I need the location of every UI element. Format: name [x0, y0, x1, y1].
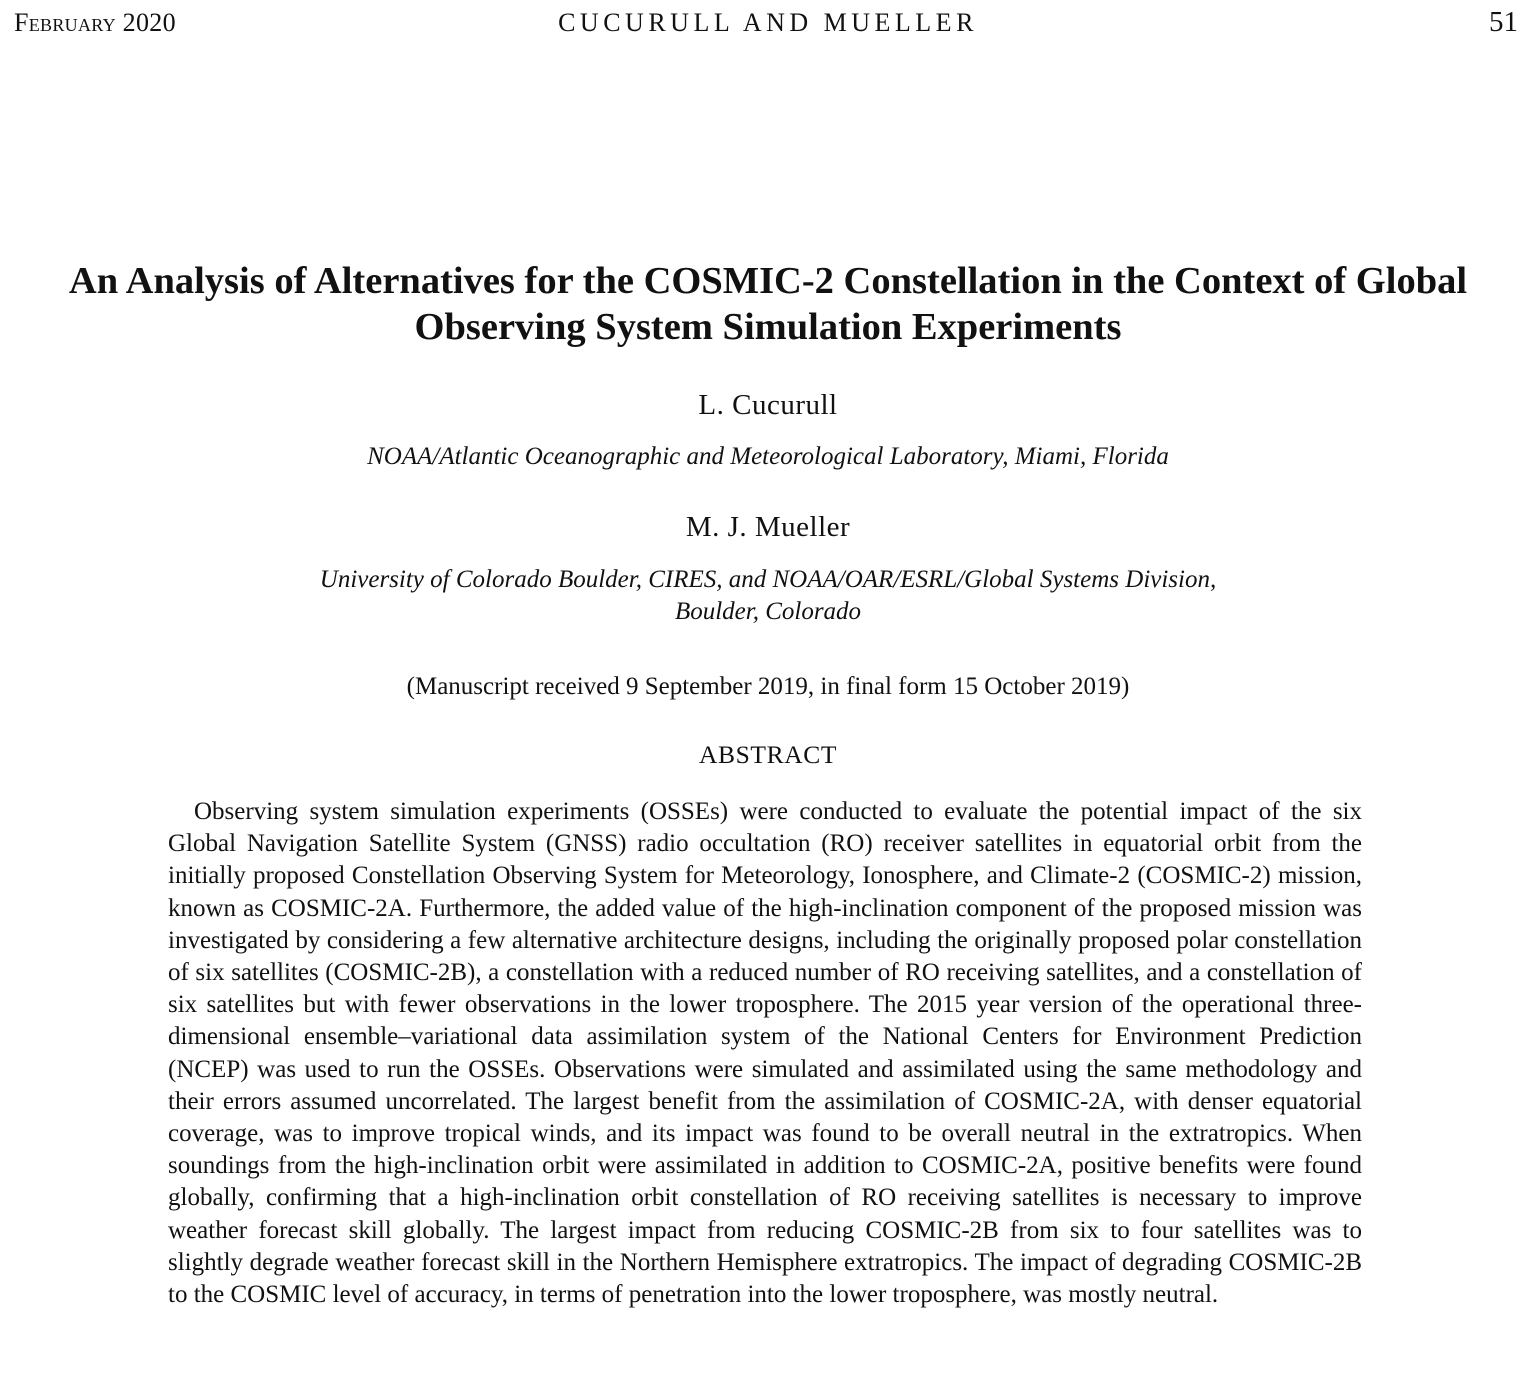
- abstract-heading: ABSTRACT: [699, 740, 837, 769]
- author-affiliation: [0, 441, 1536, 473]
- issue-date: February 2020: [14, 8, 176, 37]
- manuscript-dates: (Manuscript received 9 September 2019, in final form 15 October 2019): [406, 673, 1130, 700]
- affiliation-line: University of Colorado Boulder, CIRES, and NOAA/OAR/ESRL/Global Systems Division,: [319, 566, 1217, 593]
- running-header: [0, 0, 1536, 50]
- abstract-text: Observing system simulation experiments (OSSEs) were conducted to evaluate the potential impact of the six Global Navigation Satellite System (GNSS) radio occultation (RO) receiver satellites in equatorial orbit from the initially proposed Constellation Observing System for Meteorology, Ionosphere, and Climate-2 (COSMIC-2) mission, known as COSMIC-2A. Furthermore, the added value of the high-inclination component of the proposed mission was investigated by considering a few alternative architecture designs, including the originally proposed polar constellation of six satellites (COSMIC-2B), a constellation with a reduced number of RO receiving satellites, and a constellation of six satellites but with fewer observations in the lower troposphere. The 2015 year version of the operational three-dimensional ensemble–variational data assimilation system of the National Centers for Environment Prediction (NCEP) was used to run the OSSEs. Observations were simulated and assimilated using the same methodology and their errors assumed uncorrelated. The largest benefit from the assimilation of COSMIC-2A, with denser equatorial coverage, was to improve tropical winds, and its impact was found to be overall neutral in the extratropics. When soundings from the high-inclination orbit were assimilated in addition to COSMIC-2A, positive benefits were found globally, confirming that a high-inclination orbit constellation of RO receiving satellites is necessary to improve weather forecast skill globally. The largest impact from reducing COSMIC-2B from six to four satellites was to slightly degrade weather forecast skill in the Northern Hemisphere extratropics. The impact of degrading COSMIC-2B to the COSMIC level of accuracy, in terms of penetration into the lower troposphere, was mostly neutral.: [168, 798, 1362, 1309]
- page-number: 51: [1489, 6, 1518, 38]
- affiliation-line: Boulder, Colorado: [674, 598, 862, 625]
- article-title: An Analysis of Alternatives for the COSMIC-2 Constellation in the Context of Global Observing System Simulation Experiments: [68, 260, 1468, 348]
- running-header-authors: CUCURULL AND MUELLER: [558, 8, 978, 37]
- author-name: L. Cucurull: [698, 389, 838, 421]
- author-name: M. J. Mueller: [685, 511, 851, 543]
- affiliation-line: NOAA/Atlantic Oceanographic and Meteorological Laboratory, Miami, Florida: [367, 443, 1169, 470]
- author-affiliation: [0, 564, 1536, 628]
